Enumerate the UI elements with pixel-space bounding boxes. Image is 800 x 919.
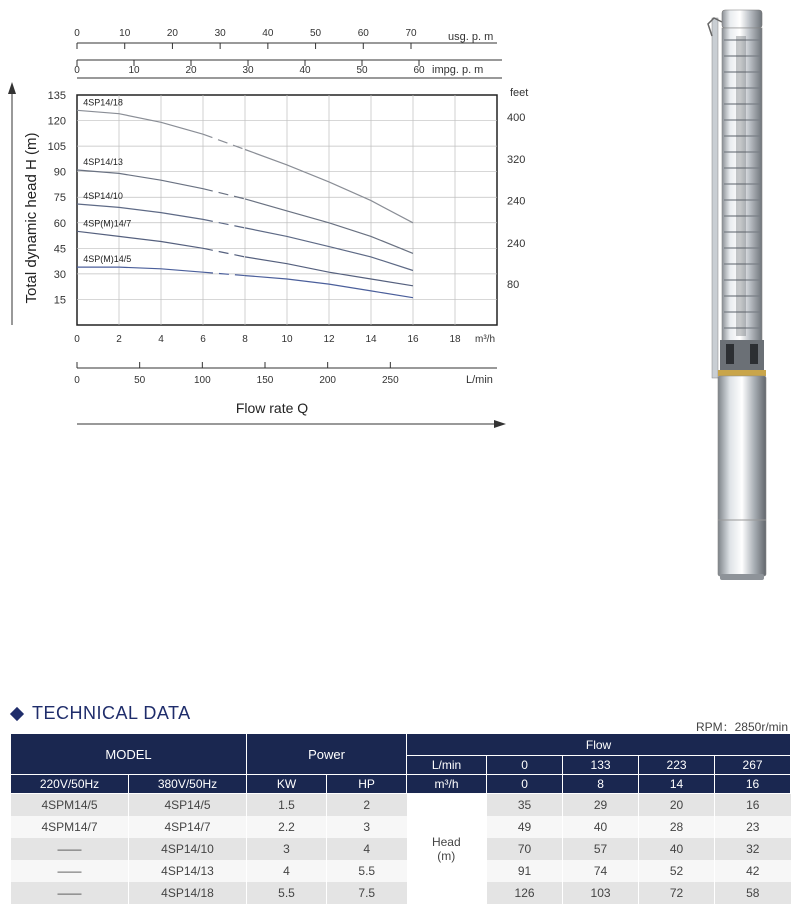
model-220: 4SPM14/7: [11, 816, 129, 838]
x-tick-label: 2: [116, 334, 122, 345]
model-380: 4SP14/10: [129, 838, 247, 860]
head-label: Head: [431, 834, 461, 849]
v220-header: 220V/50Hz: [11, 775, 129, 794]
feet-tick-label: 400: [507, 112, 526, 125]
x-tick-label: 8: [242, 334, 248, 345]
x-tick-label: 16: [407, 334, 419, 345]
model-220: ——: [11, 838, 129, 860]
impg-tick-label: 20: [185, 65, 197, 76]
y-tick-label: 120: [47, 115, 66, 128]
feet-axis-label: feet: [510, 87, 529, 99]
head-value: 74: [563, 860, 639, 882]
series-label: 4SP14/10: [83, 191, 123, 202]
diamond-bullet-icon: [10, 706, 24, 720]
head-value: 72: [639, 882, 715, 904]
head-unit: (m): [437, 848, 456, 863]
v380-header: 380V/50Hz: [129, 775, 247, 794]
model-380: 4SP14/18: [129, 882, 247, 904]
impg-tick-label: 10: [128, 65, 140, 76]
head-label-cell: [407, 794, 487, 904]
impg-tick-label: 50: [356, 65, 368, 76]
model-220: 4SPM14/5: [11, 794, 129, 816]
y-tick-label: 60: [53, 217, 66, 230]
usg-axis-label: usg. p. m: [448, 31, 494, 43]
y-axis-label: Total dynamic head H (m): [23, 132, 40, 304]
feet-tick-label: 240: [507, 195, 526, 208]
lmin-tick-label: 100: [193, 375, 211, 386]
flow-header: Flow: [407, 734, 791, 756]
impg-axis-label: impg. p. m: [432, 64, 484, 76]
table-row: [11, 860, 791, 882]
x-tick-label: 12: [323, 334, 335, 345]
usg-tick-label: 0: [74, 28, 80, 39]
usg-tick-label: 60: [357, 28, 369, 39]
curve-4SP14/10: [77, 204, 203, 219]
series-label: 4SP(M)14/7: [83, 218, 132, 229]
submersible-pump-image: [700, 0, 780, 590]
usg-tick-label: 50: [310, 28, 322, 39]
curve-4SP14/13: [77, 170, 203, 189]
hp-value: 4: [327, 838, 407, 860]
y-tick-labels: [48, 90, 66, 306]
flow-lmin-2: 223: [639, 756, 715, 775]
head-value: 23: [715, 816, 791, 838]
impg-tick-label: 0: [74, 65, 80, 76]
bottom-axis-lmin: [74, 362, 497, 386]
hp-value: 7.5: [327, 882, 407, 904]
series-label: 4SP14/18: [83, 97, 123, 108]
head-value: 91: [487, 860, 563, 882]
kw-value: 3: [247, 838, 327, 860]
model-220: ——: [11, 882, 129, 904]
impg-tick-label: 30: [242, 65, 254, 76]
y-tick-label: 105: [47, 141, 66, 154]
usg-tick-label: 30: [214, 28, 226, 39]
feet-tick-label: 240: [507, 238, 526, 251]
model-header: MODEL: [11, 734, 247, 775]
power-header: Power: [247, 734, 407, 775]
head-value: 40: [563, 816, 639, 838]
head-value: 40: [639, 838, 715, 860]
head-value: 20: [639, 794, 715, 816]
flow-lmin-0: 0: [487, 756, 563, 775]
lmin-tick-label: 0: [74, 375, 80, 386]
impg-tick-label: 40: [299, 65, 311, 76]
technical-data-title: TECHNICAL DATA: [32, 703, 191, 723]
x-axis-label: Flow rate Q: [235, 400, 309, 416]
usg-tick-label: 20: [166, 28, 178, 39]
usg-tick-label: 70: [405, 28, 417, 39]
head-value: 58: [715, 882, 791, 904]
technical-data-heading: [10, 703, 191, 724]
flow-m3h-1: 8: [563, 775, 639, 794]
top-axis-impg: [74, 60, 502, 78]
model-380: 4SP14/5: [129, 794, 247, 816]
flow-m3h-0: 0: [487, 775, 563, 794]
usg-tick-label: 10: [119, 28, 131, 39]
curve-4SP14/18: [77, 110, 203, 134]
curve-dashed-4SP14/10: [203, 219, 245, 228]
model-380: 4SP14/13: [129, 860, 247, 882]
lmin-header: L/min: [407, 756, 487, 775]
head-value: 103: [563, 882, 639, 904]
model-220: ——: [11, 860, 129, 882]
head-value: 57: [563, 838, 639, 860]
kw-value: 4: [247, 860, 327, 882]
kw-value: 5.5: [247, 882, 327, 904]
hp-value: 3: [327, 816, 407, 838]
pump-performance-chart: [0, 0, 540, 440]
lmin-axis-label: L/min: [466, 374, 493, 386]
hp-value: 2: [327, 794, 407, 816]
table-row: [11, 882, 791, 904]
flow-m3h-2: 14: [639, 775, 715, 794]
lmin-tick-label: 50: [134, 375, 146, 386]
head-value: 28: [639, 816, 715, 838]
y-tick-label: 15: [53, 294, 66, 307]
head-value: 42: [715, 860, 791, 882]
curve-dashed-4SP(M)14/7: [203, 248, 245, 257]
y-tick-label: 90: [53, 166, 66, 179]
curve-4SP(M)14/7: [77, 231, 203, 248]
series-label: 4SP14/13: [83, 156, 123, 167]
head-value: 126: [487, 882, 563, 904]
curve-dashed-4SP14/18: [203, 134, 245, 149]
x-tick-label: 6: [200, 334, 206, 345]
x-unit-label: m³/h: [475, 334, 495, 345]
x-tick-label: 14: [365, 334, 377, 345]
y-tick-label: 30: [53, 268, 66, 281]
table-row: [11, 838, 791, 860]
flow-m3h-3: 16: [715, 775, 791, 794]
series-label: 4SP(M)14/5: [83, 254, 132, 265]
usg-tick-label: 40: [262, 28, 274, 39]
lmin-tick-label: 200: [319, 375, 337, 386]
hp-value: 5.5: [327, 860, 407, 882]
hp-header: HP: [327, 775, 407, 794]
x-tick-labels: [74, 334, 461, 345]
x-tick-label: 4: [158, 334, 164, 345]
feet-tick-label: 320: [507, 153, 526, 166]
kw-value: 2.2: [247, 816, 327, 838]
y-tick-label: 45: [53, 243, 66, 256]
technical-data-table: [10, 733, 791, 904]
lmin-tick-label: 250: [381, 375, 399, 386]
head-value: 49: [487, 816, 563, 838]
y-tick-label: 135: [47, 90, 66, 102]
top-axis-usg: [74, 28, 497, 49]
curve-4SP(M)14/5: [77, 267, 203, 272]
table-row: [11, 816, 791, 838]
feet-tick-label: 80: [507, 279, 520, 292]
flow-lmin-3: 267: [715, 756, 791, 775]
feet-tick-labels: [507, 112, 525, 291]
impg-tick-label: 60: [413, 65, 425, 76]
y-axis-title: [8, 82, 40, 325]
flow-lmin-1: 133: [563, 756, 639, 775]
lmin-tick-label: 150: [256, 375, 274, 386]
kw-header: KW: [247, 775, 327, 794]
x-tick-label: 10: [281, 334, 293, 345]
head-value: 52: [639, 860, 715, 882]
head-value: 32: [715, 838, 791, 860]
x-axis-title: [77, 400, 506, 428]
table-row: [11, 794, 791, 816]
x-tick-label: 0: [74, 334, 80, 345]
rpm-note: RPM：2850r/min: [695, 720, 788, 734]
head-value: 16: [715, 794, 791, 816]
y-tick-label: 75: [53, 192, 66, 205]
head-value: 35: [487, 794, 563, 816]
m3h-header: m³/h: [407, 775, 487, 794]
head-value: 29: [563, 794, 639, 816]
kw-value: 1.5: [247, 794, 327, 816]
head-value: 70: [487, 838, 563, 860]
model-380: 4SP14/7: [129, 816, 247, 838]
x-tick-label: 18: [449, 334, 461, 345]
